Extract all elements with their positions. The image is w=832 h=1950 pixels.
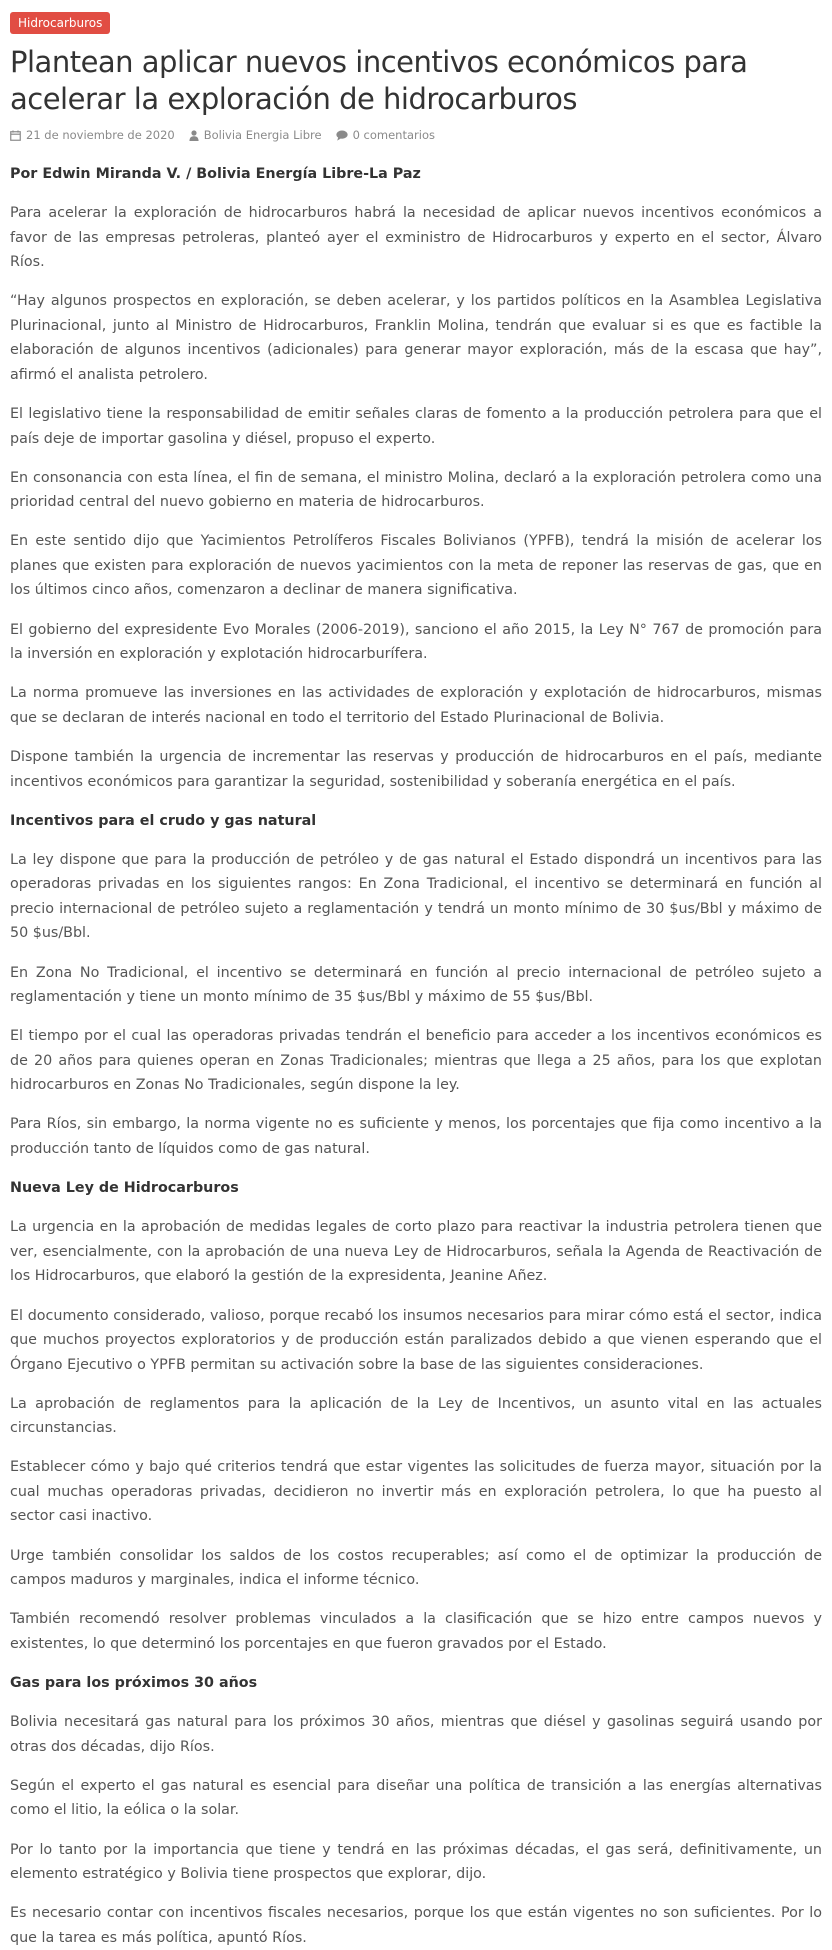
article-paragraph: La norma promueve las inversiones en las actividades de exploración y explotación de hidrocarburos, mismas que se declaran de interés nacional en todo el territorio del Estado Plurinacional de Bolivia. xyxy=(10,685,822,726)
article-paragraph: En consonancia con esta línea, el fin de semana, el ministro Molina, declaró a la exploración petrolera como una prioridad central del nuevo gobierno en materia de hidrocarburos. xyxy=(10,469,822,511)
article-paragraph: El tiempo por el cual las operadoras privadas tendrán el beneficio para acceder a los incentivos económicos es de 20 años para quienes operan en Zonas Tradicionales; mientras que llega a 25 años, para los que explotan hidrocarburos en Zonas No Tradicionales, según dispone la ley. xyxy=(10,1028,822,1094)
article-paragraph: En este sentido dijo que Yacimientos Petrolíferos Fiscales Bolivianos (YPFB), tendrá la misión de acelerar los planes que existen para exploración de nuevos yacimientos con la meta de reponer las reservas de gas, que en los últimos cinco años, comenzaron a declinar de manera significativa. xyxy=(10,533,822,599)
article-paragraph: La urgencia en la aprobación de medidas legales de corto plazo para reactivar la industria petrolera tienen que ver, esencialmente, con la aprobación de una nueva Ley de Hidrocarburos, señala la Agenda de Reactivación de los Hidrocarburos, que elaboró la gestión de la expresidenta, Jeanine Añez. xyxy=(10,1219,822,1285)
calendar-icon xyxy=(10,130,21,141)
article-meta xyxy=(10,127,822,143)
meta-comments-link[interactable]: 0 comentarios xyxy=(352,128,435,142)
article-paragraph: Dispone también la urgencia de incrementar las reservas y producción de hidrocarburos en el país, mediante incentivos económicos para garantizar la seguridad, sostenibilidad y soberanía energética en el país. xyxy=(10,749,822,790)
section-heading: Nueva Ley de Hidrocarburos xyxy=(10,1180,239,1197)
article-paragraph: La ley dispone que para la producción de petróleo y de gas natural el Estado dispondrá un incentivos para las operadoras privadas en los siguientes rangos: En Zona Tradicional, el incentivo se determinará en función al precio internacional de petróleo sujeto a reglamentación y tendrá un monto mínimo de 30 $us/Bbl y máximo de 50 $us/Bbl. xyxy=(10,851,822,942)
article-paragraph: El legislativo tiene la responsabilidad de emitir señales claras de fomento a la producción petrolera para que el país deje de importar gasolina y diésel, propuso el experto. xyxy=(10,406,822,447)
article-paragraph: Bolivia necesitará gas natural para los próximos 30 años, mientras que diésel y gasolinas seguirá usando por otras dos décadas, dijo Ríos. xyxy=(10,1714,822,1755)
article-paragraph: Según el experto el gas natural es esencial para diseñar una política de transición a las energías alternativas como el litio, la eólica o la solar. xyxy=(10,1777,822,1819)
article-paragraph: Establecer cómo y bajo qué criterios tendrá que estar vigentes las solicitudes de fuerza mayor, situación por la cual muchas operadoras privadas, decidieron no invertir más en exploración petrolera, lo que ha puesto al sector casi inactivo. xyxy=(10,1459,822,1525)
article-paragraph: Para Ríos, sin embargo, la norma vigente no es suficiente y menos, los porcentajes que fija como incentivo a la producción tanto de líquidos como de gas natural. xyxy=(10,1116,822,1157)
article-content xyxy=(10,162,822,1950)
article-paragraph: El gobierno del expresidente Evo Morales (2006-2019), sanciono el año 2015, la Ley N° 767 de promoción para la inversión en exploración y explotación hidrocarburífera. xyxy=(10,621,822,663)
section-heading: Incentivos para el crudo y gas natural xyxy=(10,812,317,829)
article-paragraph: También recomendó resolver problemas vinculados a la clasificación que se hizo entre campos nuevos y existentes, lo que determinó los porcentajes en que fueron gravados por el Estado. xyxy=(10,1611,822,1652)
article-paragraph: “Hay algunos prospectos en exploración, se deben acelerar, y los partidos políticos en la Asamblea Legislativa Plurinacional, junto al Ministro de Hidrocarburos, Franklin Molina, tendrán que evaluar si es que es factible la elaboración de algunos incentivos (adicionales) para generar mayor exploración, más de la escasa que hay”, afirmó el analista petrolero. xyxy=(10,293,822,383)
meta-date xyxy=(10,127,175,143)
user-icon xyxy=(189,130,199,141)
comment-icon xyxy=(336,130,348,141)
meta-author xyxy=(189,127,322,143)
meta-date-link[interactable]: 21 de noviembre de 2020 xyxy=(26,128,175,142)
section-heading: Por Edwin Miranda V. / Bolivia Energía Libre-La Paz xyxy=(10,166,421,182)
article-paragraph: Es necesario contar con incentivos fiscales necesarios, porque los que están vigentes no son suficientes. Por lo que la tarea es más política, apuntó Ríos. xyxy=(10,1905,822,1946)
section-heading: Gas para los próximos 30 años xyxy=(10,1674,258,1691)
article-paragraph: Por lo tanto por la importancia que tiene y tendrá en las próximas décadas, el gas será, definitivamente, un elemento estratégico y Bolivia tiene prospectos que explorar, dijo. xyxy=(10,1841,822,1882)
article-paragraph: La aprobación de reglamentos para la aplicación de la Ley de Incentivos, un asunto vital en las actuales circunstancias. xyxy=(10,1395,822,1437)
article-paragraph: Para acelerar la exploración de hidrocarburos habrá la necesidad de aplicar nuevos incentivos económicos a favor de las empresas petroleras, planteó ayer el exministro de Hidrocarburos y experto en el sector, Álvaro Ríos. xyxy=(10,205,822,271)
meta-author-link[interactable]: Bolivia Energia Libre xyxy=(203,128,322,142)
article-paragraph: El documento considerado, valioso, porque recabó los insumos necesarios para mirar cómo está el sector, indica que muchos proyectos exploratorios y de producción están paralizados debido a que vienen esperando que el Órgano Ejecutivo o YPFB permitan su activación sobre la base de las siguientes consideraciones. xyxy=(10,1307,822,1373)
meta-comments xyxy=(336,127,435,143)
article-paragraph: Urge también consolidar los saldos de los costos recuperables; así como el de optimizar la producción de campos maduros y marginales, indica el informe técnico. xyxy=(10,1547,822,1589)
category-badge[interactable]: Hidrocarburos xyxy=(10,12,110,34)
article-paragraph: En Zona No Tradicional, el incentivo se determinará en función al precio internacional de petróleo sujeto a reglamentación y tiene un monto mínimo de 35 $us/Bbl y máximo de 55 $us/Bbl. xyxy=(10,964,822,1006)
article-title: Plantean aplicar nuevos incentivos económicos para acelerar la exploración de hidrocarburos xyxy=(10,45,748,116)
